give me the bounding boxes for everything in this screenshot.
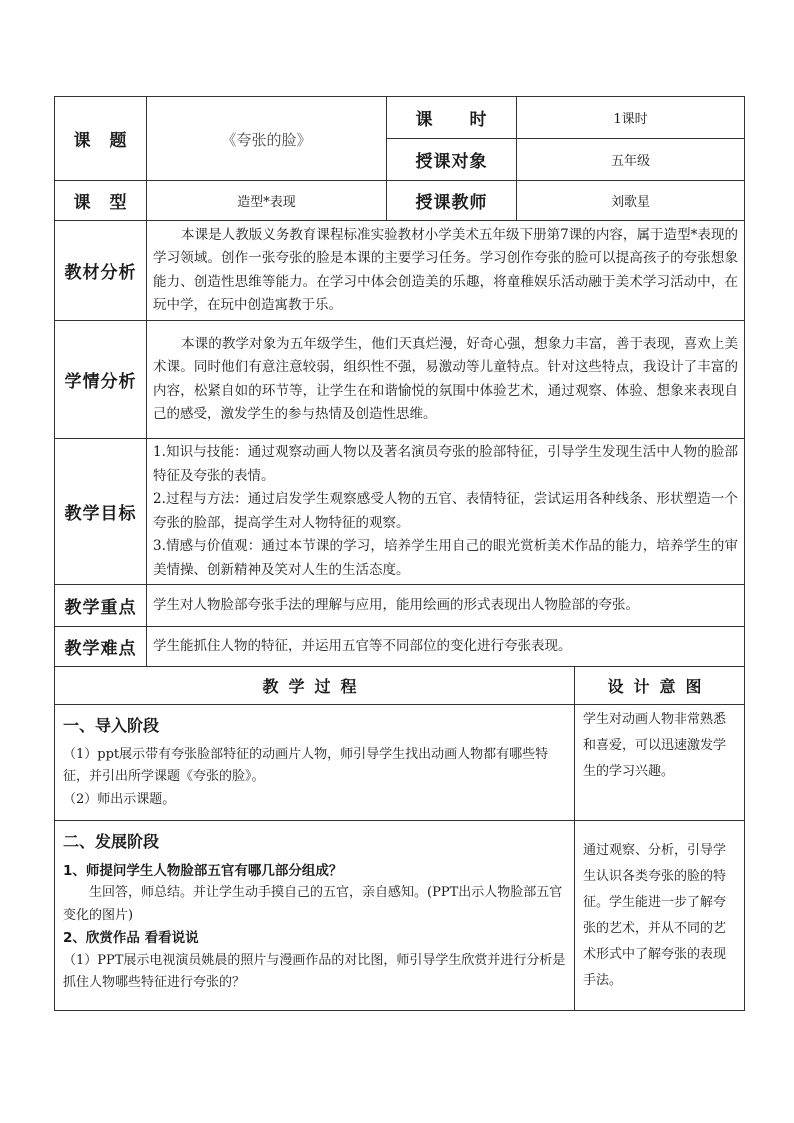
stage1-intent: 学生对动画人物非常熟悉和喜爱，可以迅速激发学生的学习兴趣。: [575, 705, 745, 821]
topic-label: 课 题: [55, 97, 147, 181]
lesson-info-table: [54, 96, 745, 667]
type-value: 造型*表现: [147, 181, 387, 221]
analysis-label: 教材分析: [55, 221, 147, 321]
difficulty-text: 学生能抓住人物的特征，并运用五官等不同部位的变化进行夸张表现。: [147, 627, 745, 667]
audience-label: 授课对象: [387, 139, 517, 181]
students-cell: [147, 321, 745, 439]
key-point-label: 教学重点: [55, 585, 147, 627]
hours-value: 1课时: [517, 97, 745, 139]
goals-label: 教学目标: [55, 439, 147, 585]
key-point-text: 学生对人物脸部夸张手法的理解与应用，能用绘画的形式表现出人物脸部的夸张。: [147, 585, 745, 627]
process-table: [54, 666, 745, 1011]
stage1-title: 一、导入阶段: [63, 716, 160, 735]
stage2-q1-text: 生回答，师总结。并让学生动手摸自己的五官，亲自感知。(PPT出示人物脸部五官变化的图片): [63, 885, 563, 923]
stage2-cell: [55, 821, 575, 1011]
topic-value: 《夸张的脸》: [147, 97, 387, 181]
goal-item-2: 2.过程与方法：通过启发学生观察感受人物的五官、表情特征，尝试运用各种线条、形状塑造一个夸张的脸部，提高学生对人物特征的观察。: [153, 491, 738, 531]
students-label: 学情分析: [55, 321, 147, 439]
students-text: 本课的教学对象为五年级学生，他们天真烂漫，好奇心强，想象力丰富，善于表现，喜欢上美术课。同时他们有意注意较弱，组织性不强，易激动等儿童特点。针对这些特点，我设计了丰富的内容，松紧自如的环节等，让学生在和谐愉悦的氛围中体验艺术，通过观察、体验、想象来表现自己的感受，激发学生的参与热情及创造性思维。: [153, 335, 738, 422]
difficulty-label: 教学难点: [55, 627, 147, 667]
process-header: 教学过程: [55, 667, 575, 705]
lesson-plan-page: [54, 96, 744, 1011]
stage2-q1: 1、师提问学生人物脸部五官有哪几部分组成？: [63, 862, 343, 879]
goal-item-3: 3.情感与价值观：通过本节课的学习，培养学生用自己的眼光赏析美术作品的能力，培养学生的审美情操、创新精神及笑对人生的生活态度。: [153, 538, 738, 578]
stage2-q2: 2、欣赏作品 看看说说: [63, 930, 199, 946]
stage1-p1: （1）ppt展示带有夸张脸部特征的动画片人物，师引导学生找出动画人物都有哪些特征，并引出所学课题《夸张的脸》。: [63, 746, 549, 784]
type-label: 课 型: [55, 181, 147, 221]
goal-item-1: 1.知识与技能：通过观察动画人物以及著名演员夸张的脸部特征，引导学生发现生活中人物的脸部特征及夸张的表情。: [153, 444, 738, 484]
analysis-text: 本课是人教版义务教育课程标准实验教材小学美术五年级下册第7课的内容，属于造型*表现的学习领域。创作一张夸张的脸是本课的主要学习任务。学习创作夸张的脸可以提高孩子的夸张想象能力、创造性思维等能力。在学习中体会创造美的乐趣，将童稚娱乐活动融于美术学习活动中，在玩中学，在玩中创造寓教于乐。: [153, 226, 738, 313]
teacher-value: 刘歌星: [517, 181, 745, 221]
stage1-cell: [55, 705, 575, 821]
intent-header: 设计意图: [575, 667, 745, 705]
stage1-p2: （2）师出示课题。: [63, 791, 176, 807]
teacher-label: 授课教师: [387, 181, 517, 221]
audience-value: 五年级: [517, 139, 745, 181]
stage2-intent: 通过观察、分析，引导学生认识各类夸张的脸的特征。学生能进一步了解夸张的艺术，并从不同的艺术形式中了解夸张的表现手法。: [575, 821, 745, 1011]
hours-label: 课 时: [387, 97, 517, 139]
stage2-title: 二、发展阶段: [63, 832, 160, 851]
analysis-cell: [147, 221, 745, 321]
stage2-q2-text: （1）PPT展示电视演员姚晨的照片与漫画作品的对比图，师引导学生欣赏并进行分析是抓住人物哪些特征进行夸张的？: [63, 952, 566, 990]
goals-cell: [147, 439, 745, 585]
